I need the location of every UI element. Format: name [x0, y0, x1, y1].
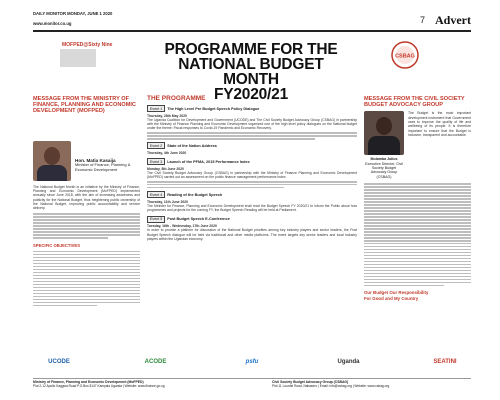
event-4-date: Thursday, 11th June 2020 — [147, 199, 189, 204]
event-2-row — [147, 142, 357, 149]
mofped-logo-image — [60, 49, 96, 67]
middle-column — [147, 96, 357, 241]
event-2-title: State of the Nation Address — [167, 143, 217, 148]
minister-block — [33, 115, 140, 185]
page-number: 7 — [419, 15, 425, 25]
csbag-slogan-1: Our Budget Our Responsibility — [364, 290, 429, 296]
event-1-date: Thursday, 28th May 2020 — [147, 113, 187, 118]
csbag-message-heading: MESSAGE FROM THE CIVIL SOCIETY BUDGET ADVOCACY GROUP — [364, 96, 465, 109]
csbag-logo-icon — [384, 40, 426, 70]
partner-logo-psfu: psfu — [245, 359, 259, 365]
event-1-body: The Uganda Coalition for Development and Government (UCODE) and The Civil Society Budget Advocacy Group (CSBAG) in partnership with the Ministry of Finance Planning and Economic Development organized one of the high level policy dialogues on the National budget under the theme: Fiscal responses to Covid-19 Pandemic and Economic Recovery. — [147, 117, 357, 131]
footer-right-org: Civil Society Budget Advocacy Group (CSBAG) — [272, 380, 349, 384]
event-3-date: Monday, 8th June 2020 — [147, 166, 184, 171]
section-label: Advert — [435, 13, 471, 27]
csbag-slogan-2: For Good and My Country — [364, 296, 419, 302]
partner-logo-seatini: SEATINI — [433, 359, 457, 365]
event-3-body: The Civil Society Budget Advocacy Group (CSBAG) in partnership with the Ministry of Finance Planning and Economic Development (MoFPED) carried out an assessment on the public finance management performance index. — [147, 171, 357, 180]
event-2-date: Thursday, 4th June 2020 — [147, 151, 187, 156]
csbag-message-continued — [364, 183, 471, 286]
mofped-message-body: The National Budget Month is an initiative by the Ministry of Finance, Planning and Economic Development (MoFPED) implemented annually since June 2018, with the aim of increasing awareness and publicity for the National Budget, thus heightening public ownership of the National Budget, improving public accountability and service delivery. — [33, 184, 140, 211]
director-photo — [364, 111, 404, 155]
event-3-row — [147, 158, 357, 165]
mofped-logo-text: MOFPED@Sixty Nine — [62, 42, 113, 48]
event-1-row — [147, 105, 357, 112]
csbag-message-body: The Budget is the most important development instrument that Government uses to improve the quality of life and wellbeing of its people. It is therefore important to ensure that the Budget is inclusive, transparent and accountable. — [408, 111, 471, 137]
event-4-body: The Minister for Finance, Planning and Economic Development shall read the Budget Speech FY 2020/21 to inform the Public about how programmes and projects for the coming FY, the Budget Speech Reading will be held at Parliament. — [147, 204, 357, 213]
event-5-date: Tuesday, 16th - Wednesday, 17th June 2020 — [147, 224, 217, 229]
event-5-body: In order to provide a platform for discussion of the National Budget priorities among key industry players and sector leaders, the Post Budget Speech dialogue will be held via traditional and other media platforms. The event targets key sector leaders and local industry players within the Ugandan economy. — [147, 228, 357, 242]
event-5-row — [147, 216, 357, 223]
director-caption — [364, 157, 404, 178]
title-line-2: NATIONAL BUDGET MONTH — [178, 56, 324, 88]
page-title — [153, 42, 349, 102]
director-name: Mulamba Julius — [370, 157, 398, 162]
programme-heading: THE PROGRAMME — [147, 95, 206, 102]
newspaper-dateline: DAILY MONITOR MONDAY, JUNE 1 2020 — [33, 11, 113, 16]
title-line-1: PROGRAMME FOR THE — [164, 41, 338, 58]
csbag-logo-text: CSBAG — [395, 53, 415, 60]
partner-logos — [33, 348, 471, 376]
header-rule — [33, 30, 471, 32]
mofped-message-heading: MESSAGE FROM THE MINISTRY OF FINANCE, PLANNING AND ECONOMIC DEVELOPMENT (MOFPED) — [33, 96, 136, 115]
footer-right-contact: Plot 11 Lourdel Road, Nakasero | Email: info@csbag.org | Website: www.csbag.org — [272, 383, 390, 388]
left-column — [33, 96, 140, 306]
footer-left-contact: Plot 2-12 Apollo Kaggwa Road P.O.Box 8147 Kampala Uganda | Website: www.finance.go.ug — [33, 383, 165, 388]
partner-logo-ucode: UCODE — [48, 359, 70, 365]
minister-photo — [33, 141, 71, 181]
footer-left — [33, 381, 243, 389]
event-4-title: Reading of the Budget Speech — [167, 192, 223, 197]
newspaper-url[interactable]: www.monitor.co.ug — [33, 21, 72, 26]
event-3-label: Event 3 — [147, 158, 165, 165]
event-4-label: Event 4 — [147, 191, 165, 198]
minister-caption — [75, 159, 137, 173]
objectives-heading: SPECIFIC OBJECTIVES — [33, 242, 81, 248]
minister-name: Hon. Matia Kasaija — [75, 157, 116, 163]
objectives-list — [33, 251, 140, 306]
partner-logo-acode: ACODE — [144, 359, 167, 365]
event-2-label: Event 2 — [147, 142, 165, 149]
mofped-logo — [60, 40, 113, 68]
minister-role: Minister of Finance, Planning & Economic Development — [75, 162, 131, 173]
csbag-logo — [384, 40, 426, 70]
right-column — [364, 96, 471, 303]
event-3-title: Launch of the PFMA, 2015 Performance Index — [167, 159, 250, 164]
footer-rule — [33, 378, 471, 379]
event-1-label: Event 1 — [147, 105, 165, 112]
director-role: Executive Director, Civil Society Budget Advocacy Group (CSBAG) — [365, 161, 403, 179]
title-line-3: FY2020/21 — [213, 86, 289, 103]
partner-logo-uganda: Uganda — [337, 359, 360, 365]
event-5-title: Post Budget Speech E-Conference — [167, 217, 230, 222]
page-header — [33, 10, 471, 36]
event-5-label: Event 5 — [147, 216, 165, 223]
event-1-title: The High Level Pre Budget Speech Policy Dialogue — [167, 106, 260, 111]
mofped-message-continued — [33, 213, 140, 238]
director-block — [364, 111, 471, 181]
footer-right — [272, 381, 471, 389]
event-4-row — [147, 191, 357, 198]
footer-left-org: Ministry of Finance, Planning and Economic Development (MoFPED) — [33, 380, 144, 384]
event-1-body-continued — [147, 132, 357, 139]
event-3-body-continued — [147, 181, 357, 188]
